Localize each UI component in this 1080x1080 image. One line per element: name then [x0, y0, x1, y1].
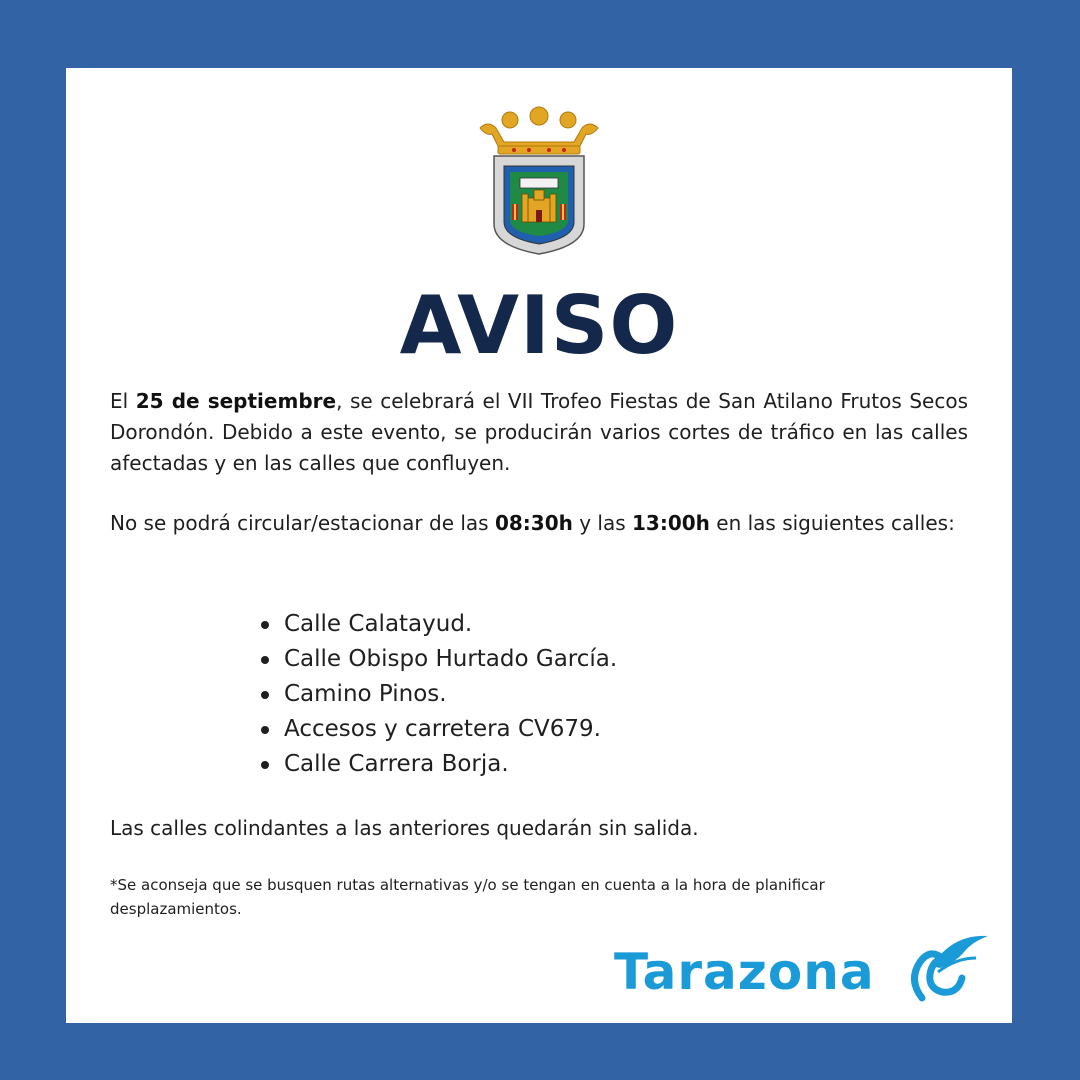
tarazona-logo — [614, 928, 994, 1013]
street-list — [256, 607, 617, 782]
notice-title: AVISO — [399, 279, 679, 372]
advice-note: *Se aconseja que se busquen rutas alternativas y/o se tengan en cuenta a la hora de planificar desplazamientos. — [110, 876, 825, 918]
event-paragraph: El 25 de septiembre, se celebrará el VII Trofeo Fiestas de San Atilano Frutos Secos Dorondón. Debido a este evento, se producirán varios cortes de tráfico en las calles afectadas y en las calles que confluyen. — [110, 389, 968, 475]
feather-icon — [902, 928, 992, 1008]
brand-wordmark: Tarazona — [614, 943, 875, 1001]
list-item: Camino Pinos. — [256, 677, 617, 712]
restriction-paragraph: No se podrá circular/estacionar de las 08:30h y las 13:00h en las siguientes calles: — [110, 511, 955, 535]
notice-card — [66, 68, 1012, 1023]
list-item: Calle Calatayud. — [256, 607, 617, 642]
list-item: Calle Obispo Hurtado García. — [256, 642, 617, 677]
list-item: Accesos y carretera CV679. — [256, 712, 617, 747]
event-date: 25 de septiembre — [135, 389, 337, 413]
start-time: 08:30h — [494, 511, 573, 535]
dead-end-paragraph: Las calles colindantes a las anteriores quedarán sin salida. — [110, 816, 699, 840]
list-item: Calle Carrera Borja. — [256, 747, 617, 782]
tarazona-coat-of-arms — [474, 106, 604, 256]
end-time: 13:00h — [632, 511, 710, 535]
